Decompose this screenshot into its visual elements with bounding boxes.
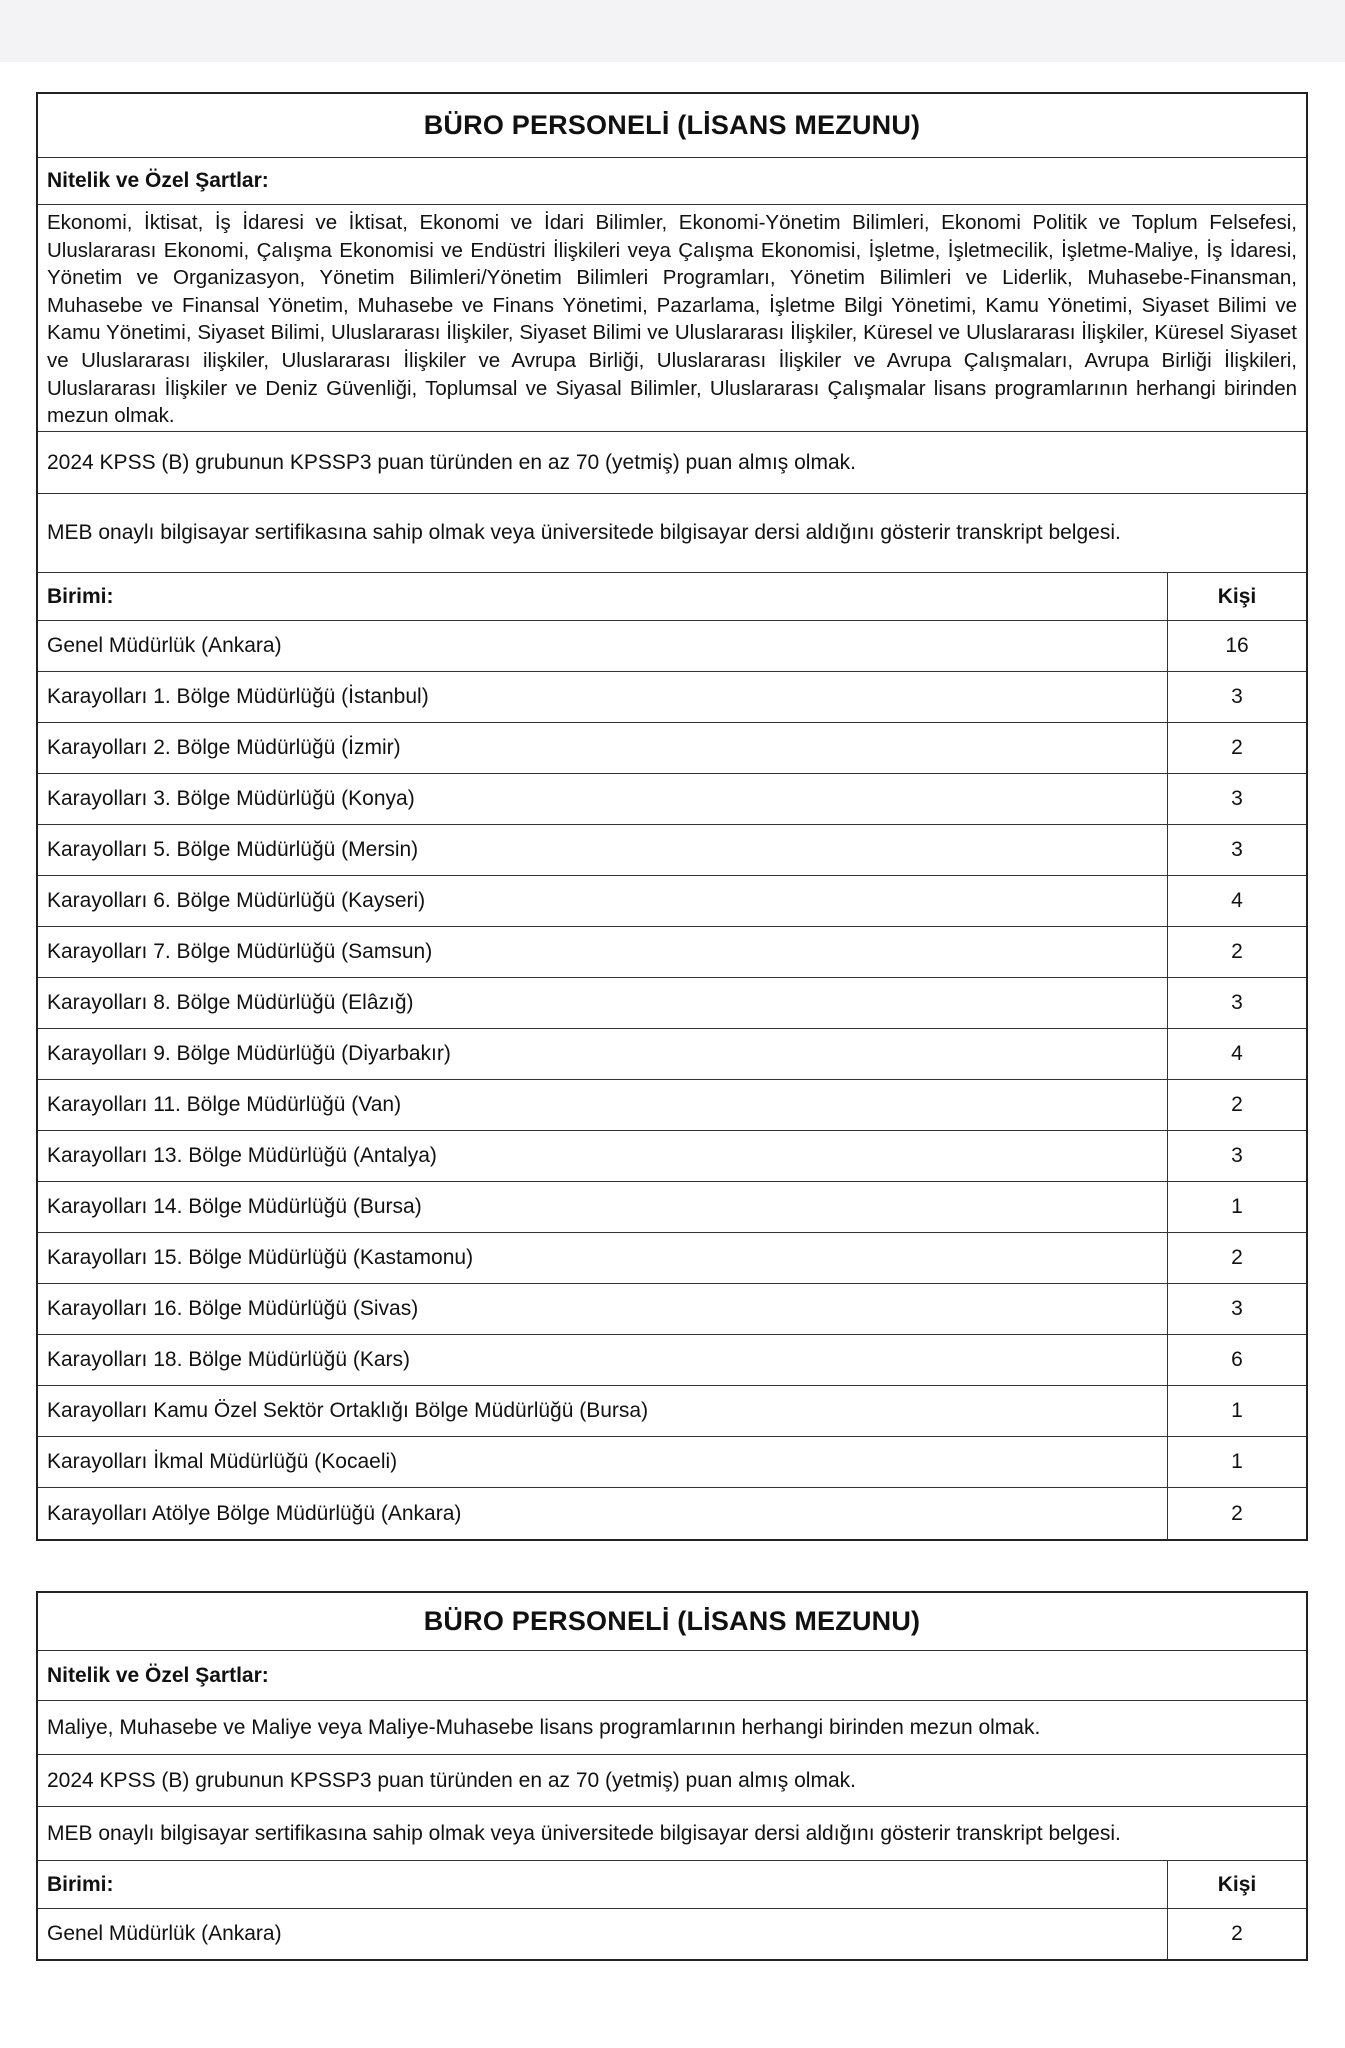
unit-count: 2: [1231, 736, 1243, 759]
job-table-2: [36, 1591, 1308, 1961]
unit-name: Karayolları 14. Bölge Müdürlüğü (Bursa): [38, 1182, 1168, 1232]
table-row: [38, 978, 1306, 1029]
unit-count: 3: [1231, 1297, 1243, 1320]
table-row: [38, 1488, 1306, 1539]
unit-name: Karayolları Atölye Bölge Müdürlüğü (Ankara): [38, 1488, 1168, 1539]
table-row: [38, 1029, 1306, 1080]
unit-name: Karayolları Kamu Özel Sektör Ortaklığı Bölge Müdürlüğü (Bursa): [38, 1386, 1168, 1436]
unit-name: Karayolları 2. Bölge Müdürlüğü (İzmir): [38, 723, 1168, 773]
table-row: [38, 1080, 1306, 1131]
unit-header: Birimi:: [38, 573, 1168, 620]
table-row: [38, 1284, 1306, 1335]
unit-name: Karayolları 11. Bölge Müdürlüğü (Van): [38, 1080, 1168, 1130]
count-header: Kişi: [1217, 1872, 1257, 1896]
table-row: [38, 1437, 1306, 1488]
unit-name: Karayolları 13. Bölge Müdürlüğü (Antalya): [38, 1131, 1168, 1181]
table-row: [38, 825, 1306, 876]
kpss-requirement: 2024 KPSS (B) grubunun KPSSP3 puan türünden en az 70 (yetmiş) puan almış olmak.: [38, 432, 1306, 494]
kpss-requirement: 2024 KPSS (B) grubunun KPSSP3 puan türünden en az 70 (yetmiş) puan almış olmak.: [38, 1755, 1306, 1807]
table-row: [38, 1182, 1306, 1233]
qualifications-label: Nitelik ve Özel Şartlar:: [38, 158, 1306, 205]
unit-name: Genel Müdürlük (Ankara): [38, 621, 1168, 671]
table-row: [38, 1131, 1306, 1182]
unit-count: 2: [1231, 1093, 1243, 1116]
unit-count: 3: [1231, 685, 1243, 708]
table-header-row: [38, 573, 1306, 621]
unit-count: 2: [1231, 940, 1243, 963]
programs-text: Ekonomi, İktisat, İş İdaresi ve İktisat, Ekonomi ve İdari Bilimler, Ekonomi-Yönetim Bilimleri, Ekonomi Politik ve Toplum Felsefesi, Uluslararası Ekonomi, Çalışma Ekonomisi ve Endüstri İlişkileri veya Çalışma Ekonomisi, İşletme, İşletmecilik, İşletme-Maliye, İş İdaresi, Yönetim ve Organizasyon, Yönetim Bilimleri/Yönetim Bilimleri Programları, Yönetim Bilimleri ve Liderlik, Muhasebe-Finansman, Muhasebe ve Finansal Yönetim, Muhasebe ve Finans Yönetimi, Pazarlama, İşletme Bilgi Yönetimi, Kamu Yönetimi, Siyaset Bilimi ve Kamu Yönetimi, Siyaset Bilimi, Uluslararası İlişkiler, Siyaset Bilimi ve Uluslararası İlişkiler, Küresel ve Uluslararası İlişkiler, Küresel Siyaset ve Uluslararası ilişkiler, Uluslararası İlişkiler ve Avrupa Birliği, Uluslararası İlişkiler ve Avrupa Çalışmaları, Avrupa Birliği İlişkileri, Uluslararası İlişkiler ve Deniz Güvenliği, Toplumsal ve Siyasal Bilimler, Uluslararası Çalışmalar lisans programlarının herhangi birinden mezun olmak.: [38, 205, 1306, 432]
table-row: [38, 1233, 1306, 1284]
table-row: [38, 927, 1306, 978]
computer-requirement: MEB onaylı bilgisayar sertifikasına sahip olmak veya üniversitede bilgisayar dersi aldığını gösterir transkript belgesi.: [38, 494, 1306, 573]
table-row: [38, 1335, 1306, 1386]
unit-count: 2: [1231, 1922, 1243, 1945]
unit-name: Karayolları 9. Bölge Müdürlüğü (Diyarbakır): [38, 1029, 1168, 1079]
unit-name: Karayolları 1. Bölge Müdürlüğü (İstanbul): [38, 672, 1168, 722]
unit-count: 3: [1231, 991, 1243, 1014]
section-title: BÜRO PERSONELİ (LİSANS MEZUNU): [38, 94, 1306, 158]
unit-name: Karayolları İkmal Müdürlüğü (Kocaeli): [38, 1437, 1168, 1487]
table-row: [38, 774, 1306, 825]
unit-name: Karayolları 7. Bölge Müdürlüğü (Samsun): [38, 927, 1168, 977]
unit-count: 16: [1225, 634, 1249, 657]
unit-count: 4: [1231, 1042, 1243, 1065]
computer-requirement: MEB onaylı bilgisayar sertifikasına sahip olmak veya üniversitede bilgisayar dersi aldığını gösterir transkript belgesi.: [38, 1807, 1306, 1861]
unit-count: 2: [1231, 1246, 1243, 1269]
unit-count: 4: [1231, 889, 1243, 912]
unit-name: Karayolları 3. Bölge Müdürlüğü (Konya): [38, 774, 1168, 824]
unit-count: 1: [1231, 1399, 1243, 1422]
unit-name: Karayolları 18. Bölge Müdürlüğü (Kars): [38, 1335, 1168, 1385]
unit-header: Birimi:: [38, 1861, 1168, 1908]
unit-name: Genel Müdürlük (Ankara): [38, 1909, 1168, 1959]
table-row: [38, 1386, 1306, 1437]
qualifications-label: Nitelik ve Özel Şartlar:: [38, 1651, 1306, 1701]
unit-count: 6: [1231, 1348, 1243, 1371]
section-title: BÜRO PERSONELİ (LİSANS MEZUNU): [38, 1593, 1306, 1651]
unit-count: 3: [1231, 1144, 1243, 1167]
unit-count: 3: [1231, 787, 1243, 810]
table-header-row: [38, 1861, 1306, 1909]
programs-text: Maliye, Muhasebe ve Maliye veya Maliye-Muhasebe lisans programlarının herhangi birinden mezun olmak.: [38, 1701, 1306, 1755]
unit-name: Karayolları 5. Bölge Müdürlüğü (Mersin): [38, 825, 1168, 875]
unit-name: Karayolları 6. Bölge Müdürlüğü (Kayseri): [38, 876, 1168, 926]
table-row: [38, 672, 1306, 723]
table-row: [38, 876, 1306, 927]
unit-name: Karayolları 15. Bölge Müdürlüğü (Kastamonu): [38, 1233, 1168, 1283]
unit-name: Karayolları 16. Bölge Müdürlüğü (Sivas): [38, 1284, 1168, 1334]
unit-count: 1: [1231, 1450, 1243, 1473]
unit-list: [38, 1909, 1306, 1959]
unit-count: 2: [1231, 1501, 1243, 1525]
job-table-1: [36, 92, 1308, 1541]
unit-name: Karayolları 8. Bölge Müdürlüğü (Elâzığ): [38, 978, 1168, 1028]
unit-list: [38, 621, 1306, 1539]
table-row: [38, 621, 1306, 672]
top-band: [0, 0, 1345, 62]
table-row: [38, 723, 1306, 774]
count-header: Kişi: [1217, 584, 1257, 608]
unit-count: 3: [1231, 838, 1243, 861]
table-row: [38, 1909, 1306, 1959]
unit-count: 1: [1231, 1195, 1243, 1218]
